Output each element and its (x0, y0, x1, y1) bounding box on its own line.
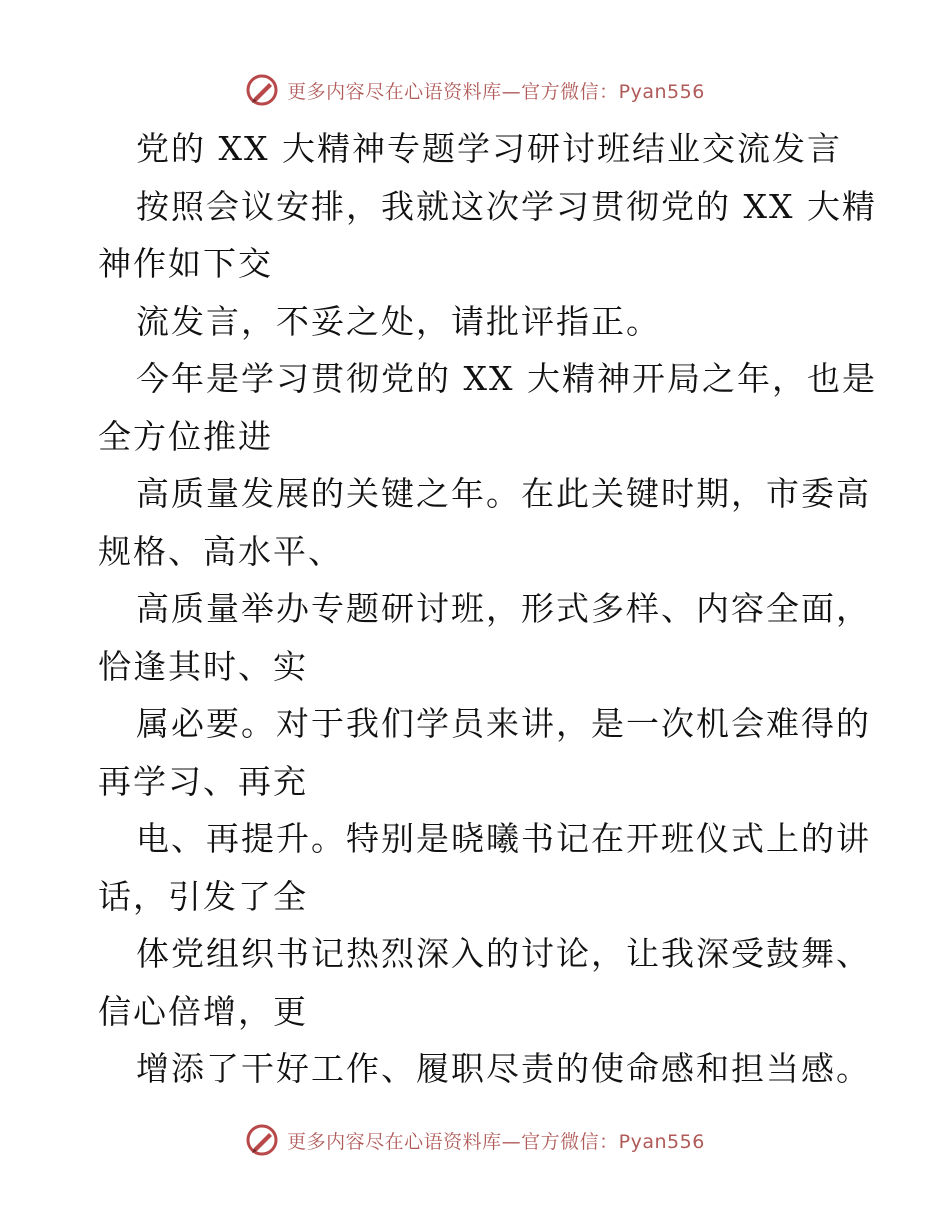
paragraph-line: 属必要。对于我们学员来讲，是一次机会难得的 (136, 704, 871, 743)
paragraph-line: 神作如下交 (98, 244, 273, 283)
footer-banner-text: 更多内容尽在心语资料库—官方微信：Pyan556 (287, 1130, 705, 1153)
header-watermark-banner (0, 70, 950, 110)
paragraph-line: 今年是学习贯彻党的 XX 大精神开局之年，也是 (136, 359, 877, 398)
pen-logo-icon (245, 73, 279, 107)
document-title: 党的 XX 大精神专题学习研讨班结业交流发言 (136, 129, 842, 168)
paragraph-line: 高质量发展的关键之年。在此关键时期，市委高 (136, 474, 871, 513)
paragraph-line: 恰逢其时、实 (98, 646, 308, 686)
paragraph-line: 话，引发了全 (98, 876, 308, 916)
header-banner-text: 更多内容尽在心语资料库—官方微信：Pyan556 (287, 80, 705, 103)
document-body (98, 120, 877, 1098)
paragraph-line: 增添了干好工作、履职尽责的使命感和担当感。 (136, 1049, 871, 1088)
footer-watermark-banner (0, 1120, 950, 1160)
pen-logo-icon (245, 1123, 279, 1157)
paragraph-line: 电、再提升。特别是晓曦书记在开班仪式上的讲 (136, 819, 871, 858)
paragraph-line: 体党组织书记热烈深入的讨论，让我深受鼓舞、 (136, 934, 871, 973)
paragraph-line: 高质量举办专题研讨班，形式多样、内容全面， (136, 589, 871, 628)
paragraph-line: 再学习、再充 (98, 761, 308, 801)
paragraph-line: 全方位推进 (98, 416, 273, 456)
paragraph-line: 信心倍增，更 (98, 991, 308, 1031)
paragraph-line: 按照会议安排，我就这次学习贯彻党的 XX 大精 (136, 186, 877, 226)
paragraph-line: 流发言，不妥之处，请批评指正。 (136, 301, 661, 341)
paragraph-line: 规格、高水平、 (98, 531, 343, 571)
